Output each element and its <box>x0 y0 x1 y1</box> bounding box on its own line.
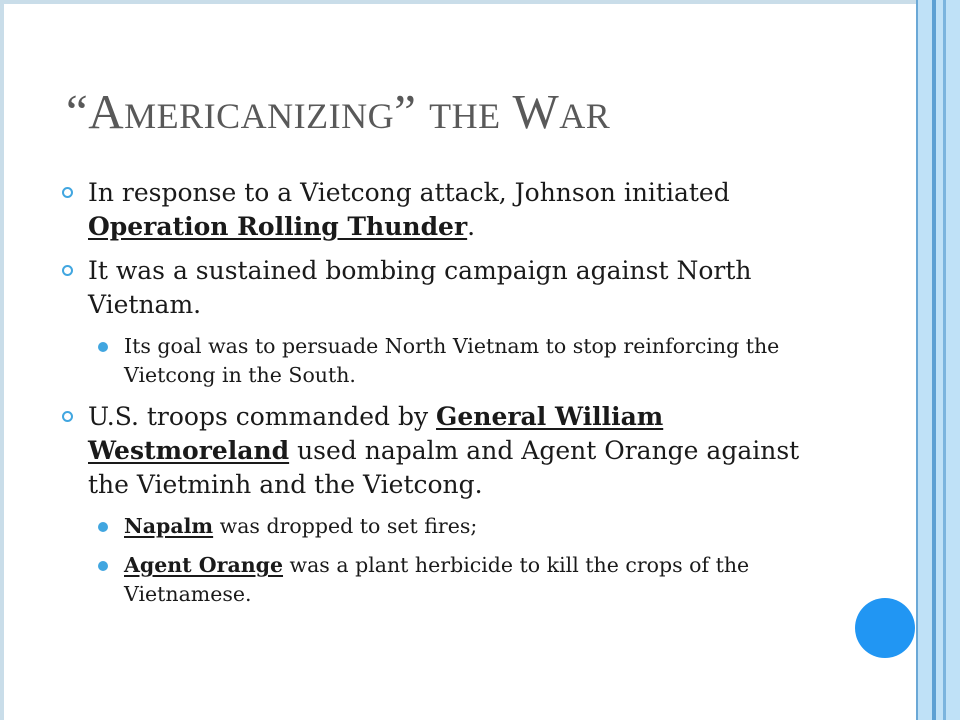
key-term: General William Westmoreland <box>88 402 664 465</box>
sub-bullet-text: was dropped to set fires; <box>213 514 478 538</box>
title-quote-open: “ <box>66 84 89 139</box>
stripe <box>936 0 943 720</box>
key-term: Operation Rolling Thunder <box>88 212 468 241</box>
title-word2: THE <box>429 96 501 136</box>
bullet-text: U.S. troops commanded by <box>88 402 437 431</box>
slide-title <box>66 84 610 144</box>
bullet-ring-icon <box>62 187 73 198</box>
bullet-dot-icon <box>98 522 108 532</box>
bullet-text: . <box>467 212 476 241</box>
sub-bullet-item <box>98 551 822 609</box>
bullet-text: In response to a Vietcong attack, Johnson initiated <box>88 178 730 207</box>
decorative-circle <box>855 598 915 658</box>
title-quote-close: ” <box>394 84 417 139</box>
bullet-dot-icon <box>98 561 108 571</box>
stripe <box>946 0 960 720</box>
bullet-ring-icon <box>62 411 73 422</box>
sub-bullet-text: Its goal was to persuade North Vietnam to stop reinforcing the Vietcong in the South. <box>124 334 780 387</box>
bullet-text: used napalm and Agent Orange against the Vietminh and the Vietcong. <box>88 436 800 499</box>
title-word1-rest: MERICANIZING <box>124 96 395 136</box>
sub-bullet-item <box>98 332 822 390</box>
bullet-list <box>62 176 822 619</box>
title-word1-cap: A <box>88 84 125 139</box>
bullet-ring-icon <box>62 265 73 276</box>
bullet-item <box>62 254 822 322</box>
key-term: Agent Orange <box>124 553 284 577</box>
sub-bullet-list <box>98 512 822 609</box>
sub-bullet-list <box>98 332 822 390</box>
bullet-text: It was a sustained bombing campaign against North Vietnam. <box>88 256 752 319</box>
title-word3-rest: AR <box>559 96 611 136</box>
stripe <box>918 0 932 720</box>
bullet-item <box>62 176 822 244</box>
decorative-stripes <box>916 0 960 720</box>
sub-bullet-item <box>98 512 822 541</box>
bullet-item <box>62 400 822 502</box>
key-term: Napalm <box>124 514 214 538</box>
title-word3-cap: W <box>512 84 560 139</box>
sub-bullet-text: was a plant herbicide to kill the crops of the Vietnamese. <box>124 553 750 606</box>
bullet-dot-icon <box>98 342 108 352</box>
